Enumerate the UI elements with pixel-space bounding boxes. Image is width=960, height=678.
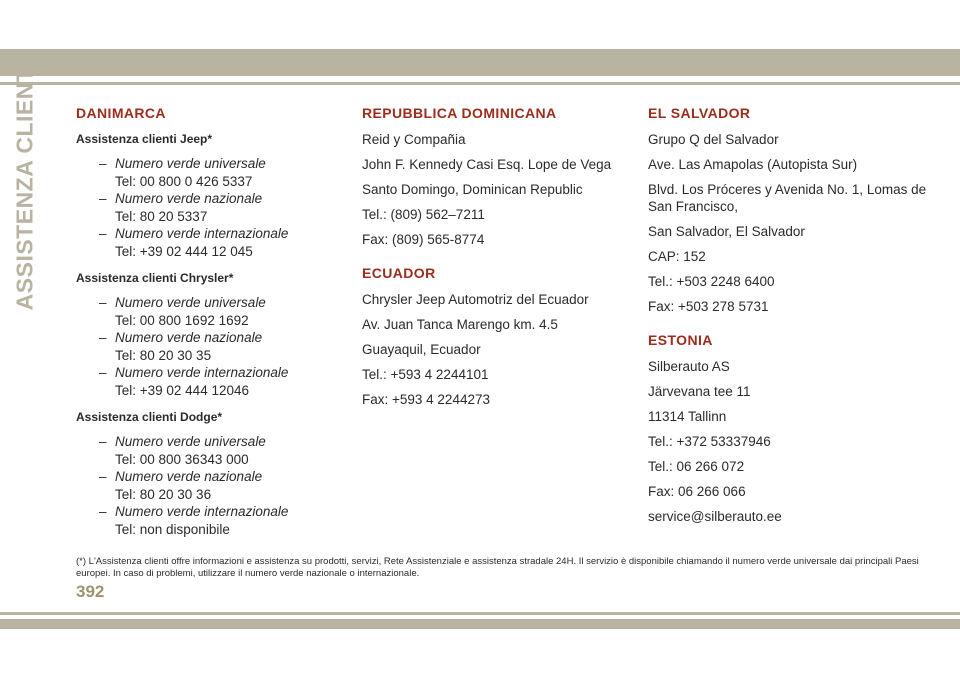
address-line: Santo Domingo, Dominican Republic: [362, 182, 583, 197]
contact-entry: – Numero verde internazionale Tel: +39 02 444 12 045: [99, 225, 346, 260]
fax-line: Fax: 06 266 066: [648, 484, 746, 499]
entry-phone: Tel: +39 02 444 12 045: [115, 243, 253, 259]
phone-line: Tel.: (809) 562–7211: [362, 207, 485, 222]
fax-line: Fax: +503 278 5731: [648, 299, 769, 314]
entry-label: Numero verde universale: [115, 156, 266, 171]
address-line: Silberauto AS: [648, 359, 730, 374]
phone-line: Tel.: 06 266 072: [648, 459, 745, 474]
email-line: service@silberauto.ee: [648, 509, 782, 524]
group-dodge: [76, 409, 346, 538]
address-line: 11314 Tallinn: [648, 409, 727, 424]
entry-label: Numero verde internazionale: [115, 226, 289, 241]
page-number: 392: [76, 582, 105, 601]
contact-entry: – Numero verde universale Tel: 00 800 36343 000: [99, 433, 346, 468]
fax-line: Fax: (809) 565-8774: [362, 232, 485, 247]
section-sidebar-title: [4, 60, 46, 310]
top-band: [0, 49, 960, 76]
entry-label: Numero verde internazionale: [115, 504, 289, 519]
entry-phone: Tel: +39 02 444 12046: [115, 382, 249, 398]
entry-label: Numero verde internazionale: [115, 365, 289, 380]
address-line: Av. Juan Tanca Marengo km. 4.5: [362, 317, 558, 332]
group-heading: Assistenza clienti Chrysler*: [76, 271, 234, 285]
entry-label: Numero verde universale: [115, 295, 266, 310]
top-rule: [0, 82, 960, 85]
contact-entry: – Numero verde nazionale Tel: 80 20 30 35: [99, 329, 346, 364]
entry-label: Numero verde nazionale: [115, 191, 263, 206]
entry-phone: Tel: 00 800 0 426 5337: [115, 173, 253, 189]
address-line: Järvevana tee 11: [648, 384, 751, 399]
column-danimarca: [76, 104, 346, 548]
entry-label: Numero verde nazionale: [115, 469, 263, 484]
group-heading: Assistenza clienti Jeep*: [76, 132, 213, 146]
column-right: [648, 104, 928, 533]
phone-line: Tel.: +593 4 2244101: [362, 367, 489, 382]
bottom-band: [0, 619, 960, 629]
entry-label: Numero verde universale: [115, 434, 266, 449]
contact-entry: – Numero verde internazionale Tel: non disponibile: [99, 503, 346, 538]
address-line: Blvd. Los Próceres y Avenida No. 1, Lomas de San Francisco,: [648, 182, 927, 214]
contact-entry: – Numero verde internazionale Tel: +39 02 444 12046: [99, 364, 346, 399]
bottom-rule: [0, 612, 960, 615]
address-line: Ave. Las Amapolas (Autopista Sur): [648, 157, 858, 172]
group-heading: Assistenza clienti Dodge*: [76, 410, 223, 424]
phone-line: Tel.: +372 53337946: [648, 434, 771, 449]
entry-label: Numero verde nazionale: [115, 330, 263, 345]
entry-phone: Tel: 00 800 36343 000: [115, 451, 249, 467]
entry-phone: Tel: non disponibile: [115, 521, 230, 537]
address-line: Grupo Q del Salvador: [648, 132, 779, 147]
phone-line: Tel.: +503 2248 6400: [648, 274, 775, 289]
address-line: San Salvador, El Salvador: [648, 224, 805, 239]
heading-el-salvador: EL SALVADOR: [648, 105, 751, 121]
heading-ecuador: ECUADOR: [362, 265, 436, 281]
contact-entry: – Numero verde nazionale Tel: 80 20 5337: [99, 190, 346, 225]
fax-line: Fax: +593 4 2244273: [362, 392, 490, 407]
group-chrysler: [76, 270, 346, 399]
contact-entry: – Numero verde universale Tel: 00 800 1692 1692: [99, 294, 346, 329]
group-jeep: [76, 131, 346, 260]
address-line: Reid y Compañia: [362, 132, 466, 147]
entry-phone: Tel: 80 20 30 35: [115, 347, 212, 363]
heading-repubblica-dominicana: REPUBBLICA DOMINICANA: [362, 105, 557, 121]
entry-phone: Tel: 80 20 30 36: [115, 486, 212, 502]
entry-phone: Tel: 00 800 1692 1692: [115, 312, 249, 328]
address-line: Guayaquil, Ecuador: [362, 342, 481, 357]
postal-code-line: CAP: 152: [648, 249, 706, 264]
footnote: (*) L'Assistenza clienti offre informazioni e assistenza su prodotti, servizi, Rete Assistenziale e assistenza stradale 24H. Il servizio è disponibile chiamando il numero verde universale dai principali Paesi europei. In caso di problemi, utilizzare il numero verde nazionale o internazionale.: [76, 556, 919, 579]
column-middle: [362, 104, 632, 416]
heading-danimarca: DANIMARCA: [76, 105, 166, 121]
address-line: Chrysler Jeep Automotriz del Ecuador: [362, 292, 589, 307]
sidebar-title-text: ASSISTENZA CLIENTI: [11, 60, 38, 310]
contact-entry: – Numero verde nazionale Tel: 80 20 30 36: [99, 468, 346, 503]
entry-phone: Tel: 80 20 5337: [115, 208, 208, 224]
heading-estonia: ESTONIA: [648, 332, 713, 348]
contact-entry: – Numero verde universale Tel: 00 800 0 426 5337: [99, 155, 346, 190]
address-line: John F. Kennedy Casi Esq. Lope de Vega: [362, 157, 612, 172]
